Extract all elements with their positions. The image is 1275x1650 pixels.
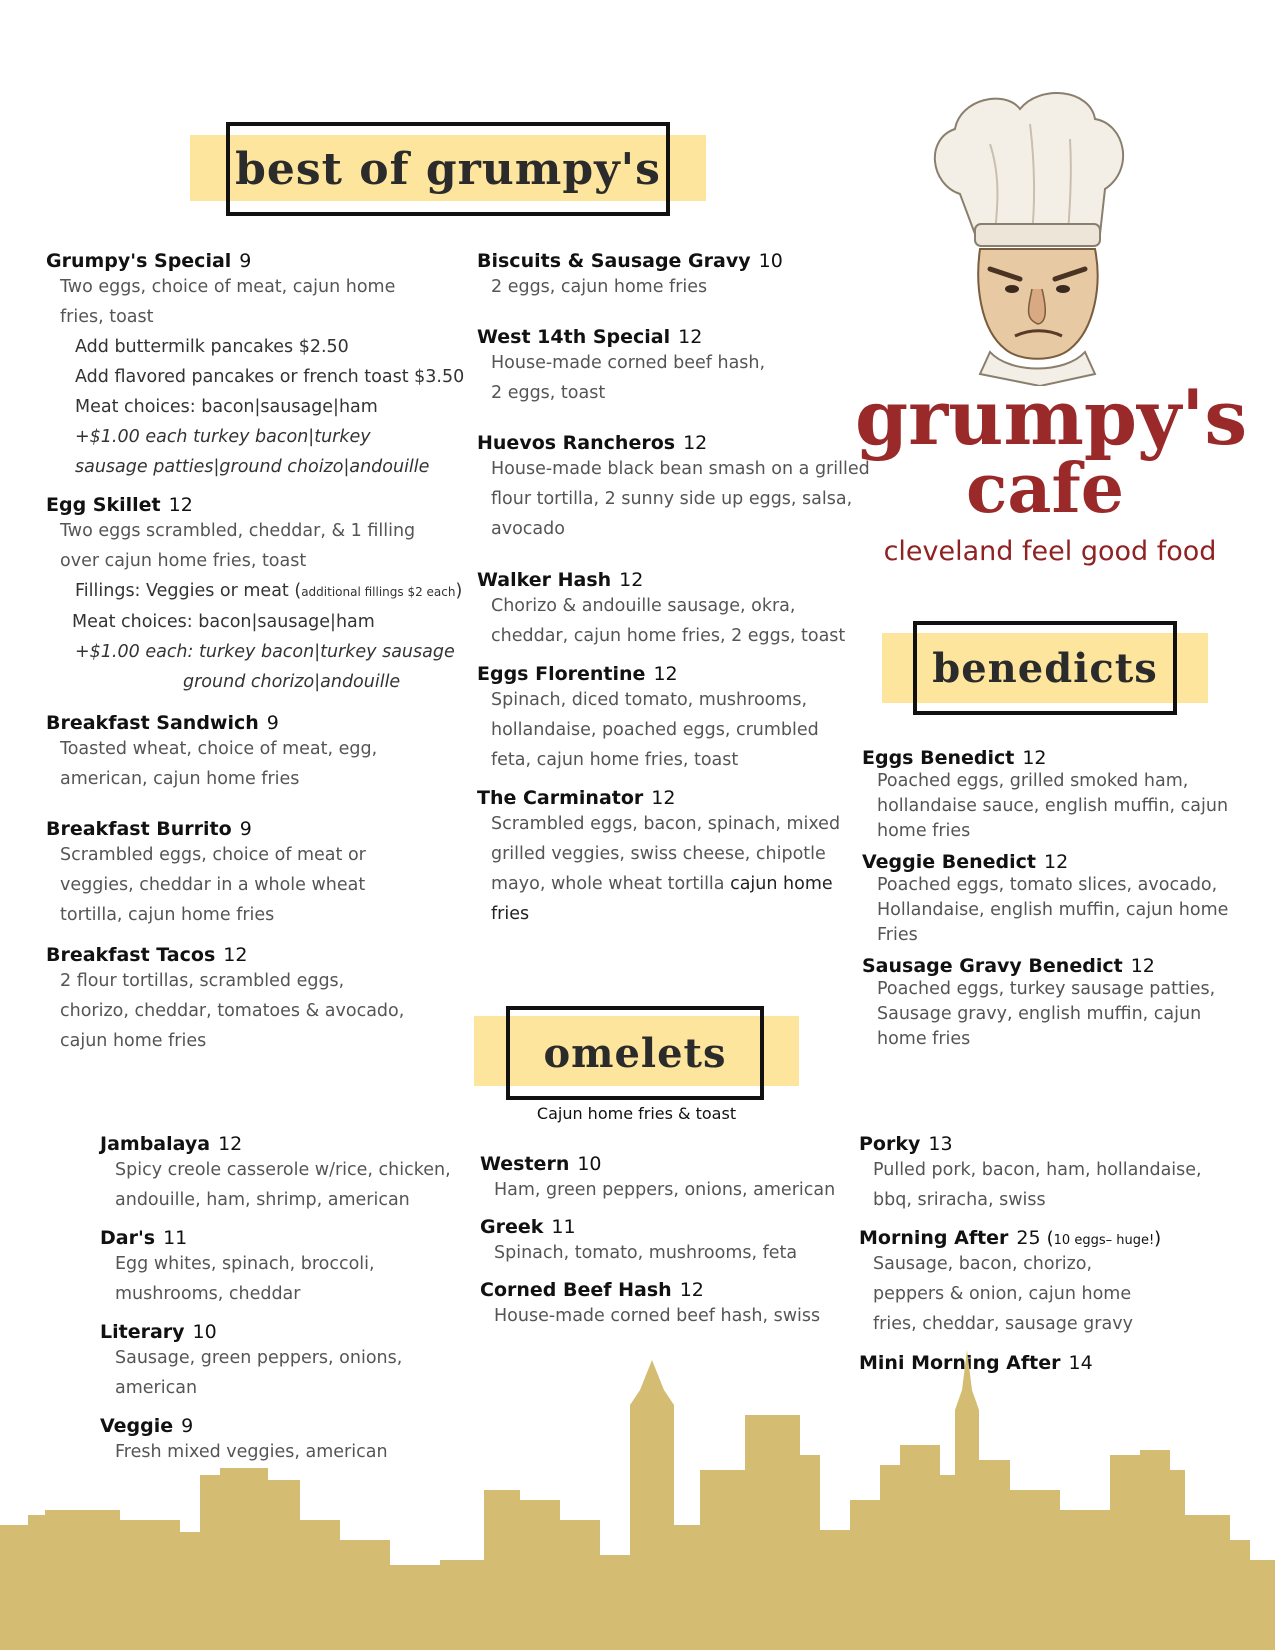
item-name: Eggs Florentine [477,663,646,685]
item-desc-line: Hollandaise, english muffin, cajun home [877,900,1229,920]
item-name: The Carminator [477,787,644,809]
banner-best-title: best of grumpy's [235,143,661,195]
banner-benedicts-title: benedicts [932,644,1158,692]
item-desc-line: Chorizo & andouille sausage, okra, [491,596,796,616]
item-name: Western [480,1153,570,1175]
banner-benedicts [882,633,1208,703]
menu-item-jambalaya [100,1133,451,1215]
menu-item-porky [859,1133,1202,1215]
item-name: Huevos Rancheros [477,432,676,454]
menu-item-walker-hash [477,569,845,651]
logo-tagline: cleveland feel good food [883,536,1217,567]
item-desc-line: Sausage, bacon, chorizo, [873,1254,1093,1274]
item-name: Breakfast Tacos [46,944,216,966]
item-desc-line: Toasted wheat, choice of meat, egg, [60,739,378,759]
item-price: 12 [679,1279,704,1301]
fillings-close: ) [455,581,463,601]
note-text: 10 eggs– huge! [1053,1233,1155,1248]
item-desc-line: cheddar, cajun home fries, 2 eggs, toast [491,626,846,646]
item-desc-line: veggies, cheddar in a whole wheat [60,875,366,895]
item-addon-line: Meat choices: bacon|sausage|ham [72,612,375,632]
item-desc-line: andouille, ham, shrimp, american [115,1190,410,1210]
note-open: ( [1046,1228,1054,1249]
item-desc-line: Spicy creole casserole w/rice, chicken, [115,1160,451,1180]
banner-omelets-frame [506,1006,764,1100]
menu-item-morning-after [859,1227,1161,1339]
logo-line-2: cafe [966,449,1124,529]
item-desc-line: 2 eggs, cajun home fries [491,277,708,297]
menu-item-breakfast-sandwich [46,712,377,794]
item-desc-line: Sausage, green peppers, onions, [115,1348,403,1368]
item-price: 9 [239,250,252,272]
item-addon-line: sausage patties|ground choizo|andouille [75,457,430,477]
item-desc-line: over cajun home fries, toast [60,551,307,571]
item-fillings-line [75,576,462,607]
item-name: Corned Beef Hash [480,1279,672,1301]
item-name: Grumpy's Special [46,250,232,272]
item-price: 10 [192,1321,217,1343]
item-desc-line: Egg whites, spinach, broccoli, [115,1254,375,1274]
item-desc-line: Sausage gravy, english muffin, cajun [877,1004,1202,1024]
item-name: Egg Skillet [46,494,161,516]
item-desc-line: grilled veggies, swiss cheese, chipotle [491,844,826,864]
item-name: Breakfast Sandwich [46,712,259,734]
item-price: 12 [1130,955,1155,977]
item-desc-line: avocado [491,519,565,539]
item-desc-line: home fries [877,821,971,841]
item-name: Walker Hash [477,569,612,591]
fillings-note: additional fillings $2 each [301,585,456,599]
item-price: 12 [223,944,248,966]
item-desc-line [491,869,840,899]
item-price: 9 [266,712,279,734]
item-price: 10 [577,1153,602,1175]
logo-line-1: grumpy's [855,373,1248,462]
item-desc-line: Two eggs scrambled, cheddar, & 1 filling [60,521,416,541]
item-price: 9 [239,818,252,840]
item-price: 10 [758,250,783,272]
cleveland-skyline-illustration [0,1350,1275,1650]
item-price: 11 [551,1216,576,1238]
menu-item-west-14th [477,326,765,408]
item-desc-line: american, cajun home fries [60,769,300,789]
item-name: Jambalaya [100,1133,211,1155]
banner-benedicts-frame [913,621,1177,715]
item-desc-line: House-made black bean smash on a grilled [491,459,870,479]
item-desc-line: tortilla, cajun home fries [60,905,275,925]
menu-item-veggie-benedict [862,851,1228,948]
item-price: 12 [619,569,644,591]
item-desc-line: Scrambled eggs, choice of meat or [60,845,366,865]
item-price: 12 [651,787,676,809]
item-name: Literary [100,1321,185,1343]
item-name: Mini Morning After [859,1352,1061,1374]
item-price: 12 [678,326,703,348]
item-desc-line: fries, toast [60,307,154,327]
item-desc-line: fries, cheddar, sausage gravy [873,1314,1133,1334]
item-addon-line: Add buttermilk pancakes $2.50 [75,337,349,357]
item-name: Greek [480,1216,544,1238]
banner-best [190,135,706,201]
banner-omelets [474,1016,799,1086]
item-desc-line: american [115,1378,198,1398]
item-desc-line: mushrooms, cheddar [115,1284,301,1304]
item-desc-line: Poached eggs, grilled smoked ham, [877,771,1189,791]
desc-fragment: mayo, whole wheat tortilla [491,874,725,894]
item-desc-line: Fries [877,925,918,945]
menu-item-greek [480,1216,797,1268]
menu-item-breakfast-tacos [46,944,404,1056]
item-desc-line: Pulled pork, bacon, ham, hollandaise, [873,1160,1202,1180]
item-desc-line: fries [491,904,530,924]
item-desc-line: Scrambled eggs, bacon, spinach, mixed [491,814,841,834]
item-desc-line: Poached eggs, tomato slices, avocado, [877,875,1218,895]
item-name: Breakfast Burrito [46,818,232,840]
banner-best-frame [226,122,670,216]
item-desc-line: Ham, green peppers, onions, american [494,1180,836,1200]
item-desc-line: Fresh mixed veggies, american [115,1442,388,1462]
item-name: Veggie Benedict [862,851,1037,873]
menu-item-carminator [477,787,840,929]
item-desc-line: hollandaise sauce, english muffin, cajun [877,796,1229,816]
item-desc-line: House-made corned beef hash, [491,353,766,373]
item-addon-line: Meat choices: bacon|sausage|ham [75,397,378,417]
item-price: 12 [1044,851,1069,873]
desc-fragment: cajun home [724,874,833,894]
item-name: Porky [859,1133,921,1155]
menu-item-egg-skillet [46,494,462,697]
item-desc-line: home fries [877,1029,971,1049]
item-price: 9 [181,1415,194,1437]
item-desc-line: Two eggs, choice of meat, cajun home [60,277,396,297]
item-price: 12 [168,494,193,516]
item-desc-line: 2 eggs, toast [491,383,606,403]
menu-item-biscuits-gravy [477,250,783,302]
menu-item-breakfast-burrito [46,818,366,930]
menu-item-western [480,1153,835,1205]
item-desc-line: Spinach, tomato, mushrooms, feta [494,1243,798,1263]
menu-item-sausage-gravy-benedict [862,955,1215,1052]
item-desc-line: House-made corned beef hash, swiss [494,1306,821,1326]
item-price: 11 [163,1227,188,1249]
item-price: 12 [653,663,678,685]
item-addon-line: Add flavored pancakes or french toast $3.50 [75,367,465,387]
item-desc-line: hollandaise, poached eggs, crumbled [491,720,819,740]
item-price: 12 [218,1133,243,1155]
item-desc-line: Poached eggs, turkey sausage patties, [877,979,1216,999]
item-price: 25 [1016,1227,1041,1249]
item-name: Sausage Gravy Benedict [862,955,1123,977]
item-name: Eggs Benedict [862,747,1015,769]
item-desc-line: 2 flour tortillas, scrambled eggs, [60,971,345,991]
item-desc-line: feta, cajun home fries, toast [491,750,739,770]
item-desc-line: chorizo, cheddar, tomatoes & avocado, [60,1001,405,1021]
menu-item-huevos-rancheros [477,432,870,544]
note-close: ) [1154,1228,1162,1249]
chef-mascot-illustration [920,84,1150,386]
item-name: Morning After [859,1227,1009,1249]
item-addon-line: ground chorizo|andouille [183,672,401,692]
item-name: West 14th Special [477,326,671,348]
item-desc-line: peppers & onion, cajun home [873,1284,1132,1304]
item-name: Veggie [100,1415,174,1437]
item-note [1047,1228,1162,1249]
menu-item-eggs-florentine [477,663,819,775]
item-price: 14 [1068,1352,1093,1374]
logo-title [855,373,1248,529]
item-name: Dar's [100,1227,156,1249]
menu-item-dars [100,1227,375,1309]
fillings-text: Fillings: Veggies or meat ( [75,581,302,601]
item-name: Biscuits & Sausage Gravy [477,250,751,272]
item-price: 13 [928,1133,953,1155]
item-desc-line: flour tortilla, 2 sunny side up eggs, salsa, [491,489,853,509]
item-desc-line: cajun home fries [60,1031,207,1051]
banner-omelets-title: omelets [543,1029,727,1077]
item-price: 12 [1022,747,1047,769]
menu-item-grumpys-special [46,250,464,482]
item-addon-line: +$1.00 each: turkey bacon|turkey sausage [75,642,455,662]
omelets-subtitle: Cajun home fries & toast [536,1104,737,1123]
item-price: 12 [683,432,708,454]
item-desc-line: Spinach, diced tomato, mushrooms, [491,690,808,710]
item-addon-line: +$1.00 each turkey bacon|turkey [75,427,371,447]
menu-item-eggs-benedict [862,747,1228,844]
item-desc-line: bbq, sriracha, swiss [873,1190,1046,1210]
menu-item-corned-beef-hash [480,1279,820,1331]
